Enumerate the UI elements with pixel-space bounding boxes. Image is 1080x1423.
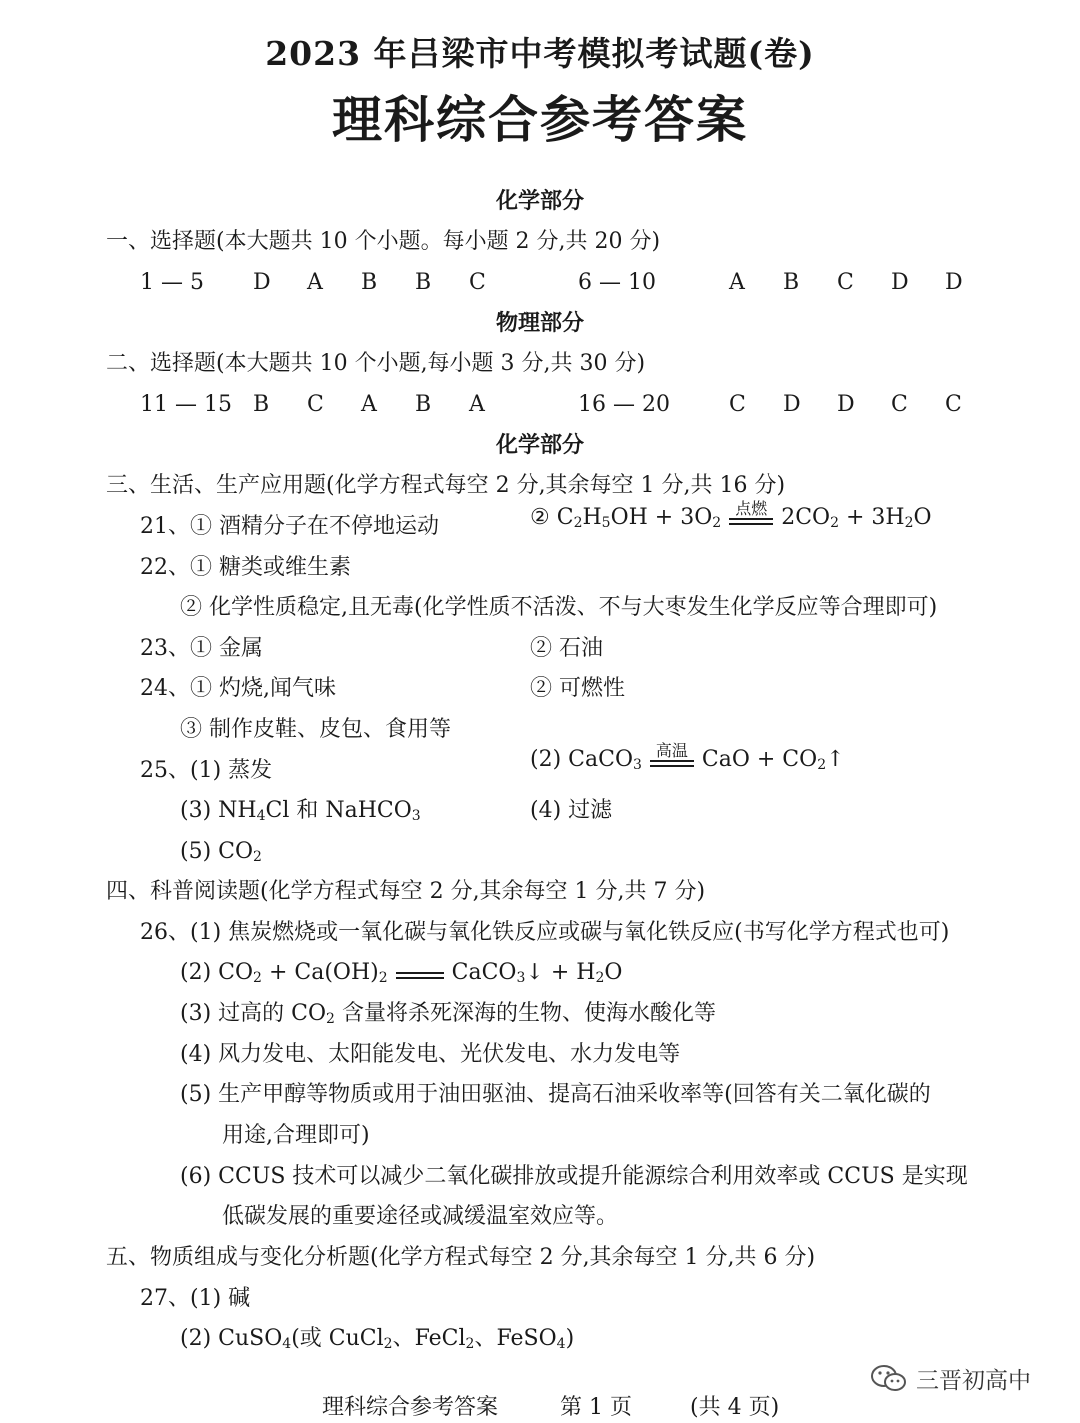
q5-heading: 五、物质组成与变化分析题(化学方程式每空 2 分,其余每空 1 分,共 6 分) (106, 1245, 816, 1270)
q2-range-a: 11 — 15 (140, 392, 232, 417)
page-footer (322, 1390, 779, 1421)
q1-answer: B (783, 270, 800, 295)
q23-answer-2: ② 石油 (530, 636, 603, 661)
q23-answer-1: 23、① 金属 (140, 636, 263, 661)
q2-answer: C (945, 392, 962, 417)
footer-total-pages: (共 4 页) (690, 1395, 780, 1420)
q25-answer-4: (4) 过滤 (530, 798, 613, 823)
footer-doc-name: 理科综合参考答案 (322, 1395, 499, 1420)
q1-answer: B (361, 270, 378, 295)
q24-answer-3: ③ 制作皮鞋、皮包、食用等 (180, 717, 451, 742)
q26-answer-3: (3) 过高的 $CO_2$ 含量将杀死深海的生物、使海水酸化等 (180, 1001, 716, 1027)
q2-answer: A (469, 392, 485, 417)
q26-answer-4: (4) 风力发电、太阳能发电、光伏发电、水力发电等 (180, 1042, 681, 1067)
q1-answer: D (945, 270, 963, 295)
q1-range-b: 6 — 10 (578, 270, 656, 295)
q2-answer: B (253, 392, 270, 417)
q2-range-b: 16 — 20 (578, 392, 670, 417)
q27-answer-2: (2) CuSO$_4$(或 CuCl$_2$、FeCl$_2$、FeSO$_4$) (180, 1326, 575, 1352)
q3-heading: 三、生活、生产应用题(化学方程式每空 2 分,其余每空 1 分,共 16 分) (106, 473, 786, 498)
watermark (870, 1362, 1031, 1395)
q2-answer: C (729, 392, 746, 417)
reaction-condition: 高温 (655, 741, 688, 760)
q2-answer: D (783, 392, 801, 417)
q26-answer-1: 26、(1) 焦炭燃烧或一氧化碳与氧化铁反应或碳与氧化铁反应(书写化学方程式也可) (140, 920, 950, 945)
q2-answers-b (578, 390, 992, 420)
reaction-condition: 点燃 (735, 499, 768, 518)
section-chemistry-2: 化学部分 (495, 432, 584, 458)
reaction-equals (396, 972, 444, 988)
q2-answer: B (415, 392, 432, 417)
q1-answers-a (140, 268, 516, 298)
q25-answer-2: (2) CaCO$_3$ 高温 CaO + $CO_2↑$ (530, 741, 845, 773)
q25-answer-1: 25、(1) 蒸发 (140, 758, 273, 783)
q1-answer: C (469, 270, 486, 295)
footer-page-number: 第 1 页 (560, 1395, 632, 1420)
q2-answer: A (361, 392, 377, 417)
q26-answer-6: (6) CCUS 技术可以减少二氧化碳排放或提升能源综合利用效率或 CCUS 是实现 (180, 1164, 968, 1189)
q2-answers-a (140, 390, 516, 420)
q1-heading: 一、选择题(本大题共 10 个小题。每小题 2 分,共 20 分) (106, 229, 661, 254)
q26-answer-5-cont: 用途,合理即可) (222, 1123, 370, 1148)
q25-formula-prefix: (2) CaCO (530, 747, 633, 772)
q25-answer-3: (3) $NH_4Cl$ 和 NaHCO$_3$ (180, 798, 421, 824)
answer-key-title: 理科综合参考答案 (332, 90, 748, 149)
q22-answer-1: 22、① 糖类或维生素 (140, 555, 351, 580)
q2-answer: C (307, 392, 324, 417)
q21-formula-prefix: ② C (530, 505, 574, 530)
q2-heading: 二、选择题(本大题共 10 个小题,每小题 3 分,共 30 分) (106, 351, 646, 376)
section-chemistry: 化学部分 (495, 188, 584, 214)
q21-answer-2: ② $C_2H_5OH + 3O_2$ 点燃 $2CO_2 + 3H_2O$ (530, 499, 932, 531)
section-physics: 物理部分 (495, 310, 584, 336)
q26-answer-6-cont: 低碳发展的重要途径或减缓温室效应等。 (222, 1204, 619, 1229)
q1-answer: C (837, 270, 854, 295)
q1-answer: A (307, 270, 323, 295)
q1-answer: D (253, 270, 271, 295)
q1-range-a: 1 — 5 (140, 270, 204, 295)
q27-answer-1: 27、(1) 碱 (140, 1286, 251, 1311)
q1-answer: A (729, 270, 745, 295)
watermark-text: 三晋初高中 (916, 1368, 1031, 1394)
wechat-icon (870, 1363, 908, 1395)
q25-answer-5: (5) $CO_2$ (180, 839, 262, 865)
q24-answer-2: ② 可燃性 (530, 676, 625, 701)
q1-answers-b (578, 268, 992, 298)
exam-title: 2023 年吕梁市中考模拟考试题(卷) (265, 34, 815, 73)
q26-answer-5: (5) 生产甲醇等物质或用于油田驱油、提高石油采收率等(回答有关二氧化碳的 (180, 1082, 931, 1107)
q1-answer: D (891, 270, 909, 295)
q21-answer-1: 21、① 酒精分子在不停地运动 (140, 514, 439, 539)
q24-answer-1: 24、① 灼烧,闻气味 (140, 676, 336, 701)
q1-answer: B (415, 270, 432, 295)
reaction-arrow (729, 500, 773, 533)
q4-heading: 四、科普阅读题(化学方程式每空 2 分,其余每空 1 分,共 7 分) (106, 879, 706, 904)
q2-answer: C (891, 392, 908, 417)
q26-answer-2: (2) $CO_2 + Ca(OH)_2$ CaCO$_3$↓ + $H_2O$ (180, 960, 623, 986)
q22-answer-2: ② 化学性质稳定,且无毒(化学性质不活泼、不与大枣发生化学反应等合理即可) (180, 595, 938, 620)
q2-answer: D (837, 392, 855, 417)
reaction-arrow (650, 742, 694, 775)
